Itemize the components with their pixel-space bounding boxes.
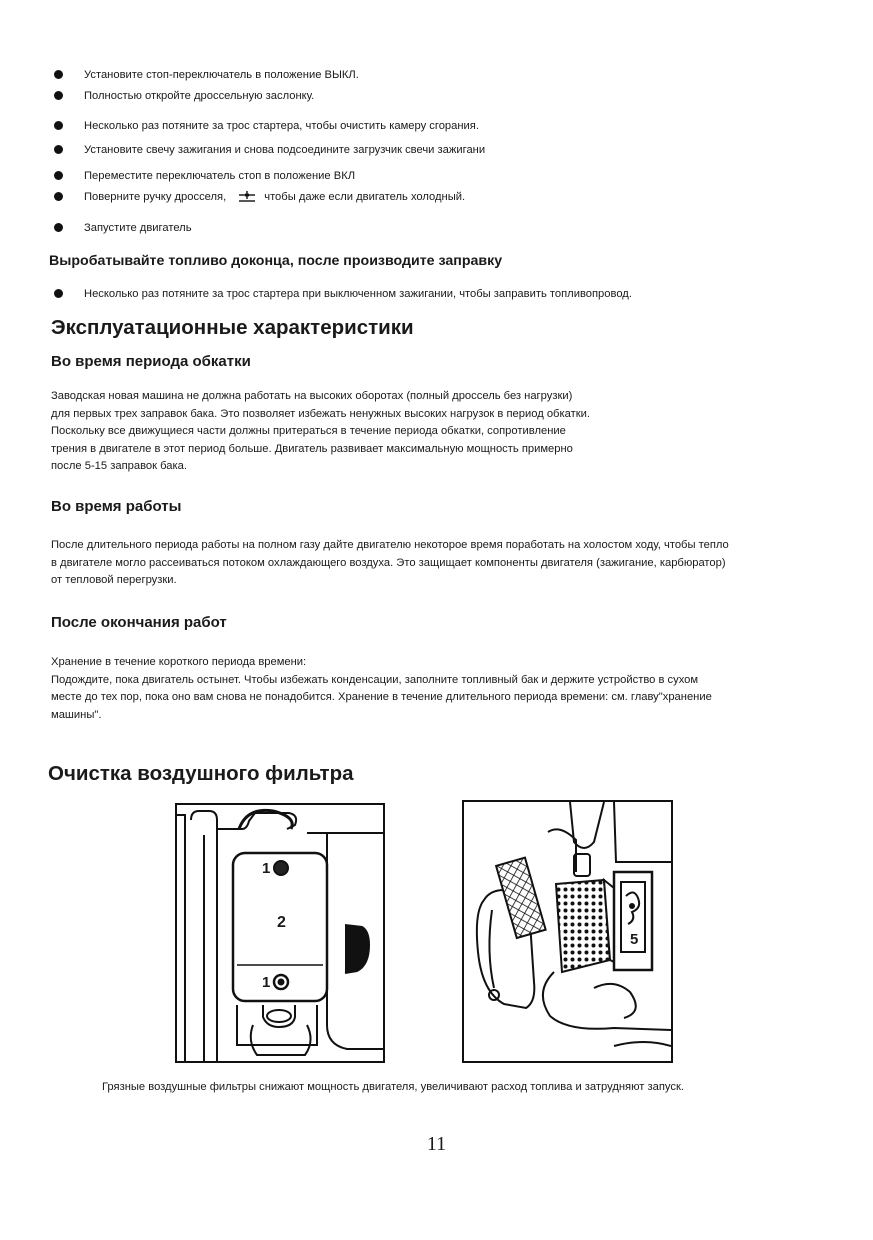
paragraph-line: Поскольку все движущиеся части должны притераться в течение периода обкатки, сопротивление — [51, 425, 566, 437]
after-work-heading: После окончания работ — [51, 614, 227, 631]
paragraph-line: Заводская новая машина не должна работать на высоких оборотах (полный дроссель без нагрузки) — [51, 390, 573, 402]
callout-cover: 2 — [277, 914, 286, 931]
refuel-heading: Выробатывайте топливо доконца, после производите заправку — [49, 253, 503, 269]
paragraph-line: в двигателе могло рассеиваться потоком охлаждающего воздуха. Это защищает компоненты двигателя (зажигание, карбюратор) — [51, 556, 726, 569]
page-number: 11 — [426, 1133, 447, 1155]
callout-screw-top: 1 — [262, 860, 271, 877]
paragraph-line: трения в двигателе в этот период больше. Двигатель развивает максимальную мощность примерно — [51, 442, 573, 455]
paragraph-line: от тепловой перегрузки. — [51, 574, 177, 586]
break-in-paragraph — [51, 388, 590, 476]
bullet-icon — [54, 171, 63, 180]
air-filter-cover-drawing — [177, 805, 383, 1061]
air-filter-element-figure — [462, 800, 673, 1063]
air-filter-cover-figure — [175, 803, 385, 1063]
callout-filter: 5 — [630, 931, 639, 948]
callout-screw-bottom: 1 — [262, 974, 271, 991]
list-item-text: Установите стоп-переключатель в положение ВЫКЛ. — [84, 69, 359, 81]
list-item-text — [84, 190, 465, 204]
list-item-text: Несколько раз потяните за трос стартера, чтобы очистить камеру сгорания. — [84, 120, 479, 132]
choke-text-prefix: Поверните ручку дросселя, — [84, 191, 227, 203]
list-item-text: Несколько раз потяните за трос стартера при выключенном зажигании, чтобы заправить топливопровод. — [84, 288, 632, 300]
bullet-icon — [54, 91, 63, 100]
paragraph-line: для первых трех заправок бака. Это позволяет избежать ненужных высоких нагрузок в период обкатки. — [51, 407, 590, 420]
paragraph-line: Подождите, пока двигатель остынет. Чтобы избежать конденсации, заполните топливный бак и держите устройство в сухом — [51, 673, 699, 686]
figure-caption: Грязные воздушные фильтры снижают мощность двигателя, увеличивают расход топлива и затрудняют запуск. — [102, 1081, 684, 1093]
bullet-icon — [54, 70, 63, 79]
air-filter-element-drawing — [464, 802, 671, 1061]
bullet-icon — [54, 192, 63, 201]
list-item-text: Запустите двигатель — [84, 222, 192, 234]
choke-text-suffix: чтобы даже если двигатель холодный. — [264, 191, 466, 203]
paragraph-line: После длительного периода работы на полном газу дайте двигателю некоторое время поработать на холостом ходу, чтобы тепло — [51, 539, 729, 551]
break-in-heading: Во время периода обкатки — [51, 353, 251, 370]
bullet-icon — [54, 289, 63, 298]
paragraph-line: после 5-15 заправок бака. — [51, 460, 187, 472]
paragraph-line: месте до тех пор, пока оно вам снова не понадобится. Хранение в течение длительного периода времени: см. главу"хранение — [51, 691, 712, 703]
choke-symbol-icon — [238, 190, 256, 204]
bullet-icon — [54, 121, 63, 130]
bullet-icon — [54, 223, 63, 232]
during-work-heading: Во время работы — [51, 498, 182, 515]
operation-heading: Эксплуатационные характеристики — [51, 316, 414, 339]
bullet-icon — [54, 145, 63, 154]
list-item-text: Установите свечу зажигания и снова подсоедините загрузчик свечи зажигани — [84, 144, 486, 156]
during-work-paragraph — [51, 537, 729, 590]
air-filter-heading: Очистка воздушного фильтра — [48, 762, 354, 785]
paragraph-line: Хранение в течение короткого периода времени: — [51, 656, 307, 668]
paragraph-line: машины". — [51, 708, 102, 721]
list-item-text: Полностью откройте дроссельную заслонку. — [84, 90, 315, 102]
list-item-text: Переместите переключатель стоп в положение ВКЛ — [84, 170, 356, 182]
after-work-paragraph — [51, 654, 712, 724]
